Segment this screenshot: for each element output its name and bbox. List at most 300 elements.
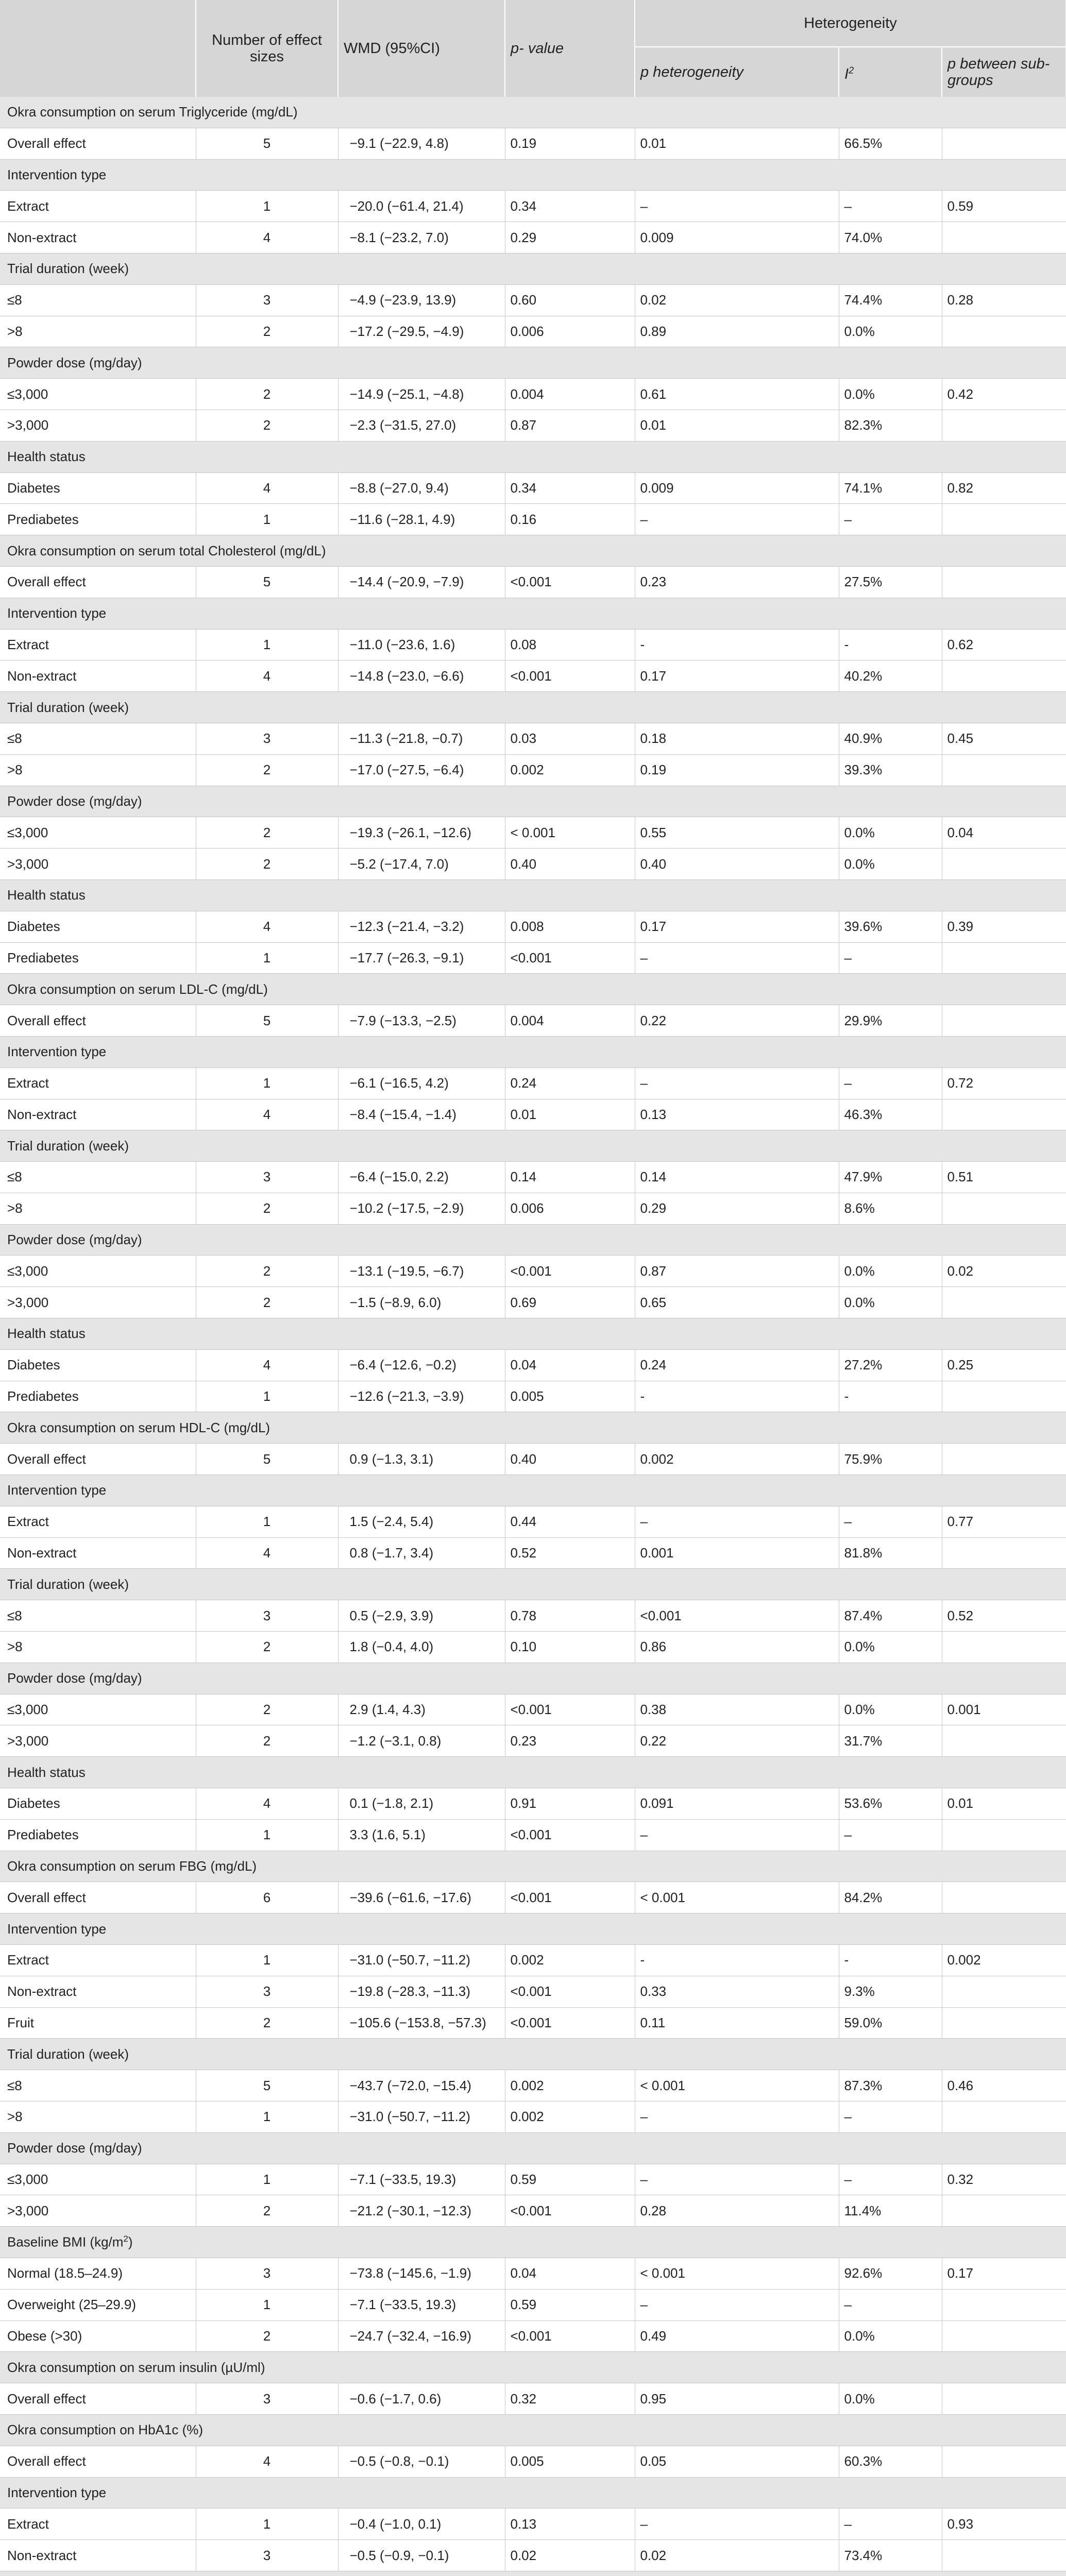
table-row — [0, 2258, 1066, 2289]
section-row — [0, 1663, 1066, 1694]
wmd-cell: 0.5 (−2.9, 3.9) — [338, 1600, 505, 1632]
i2-cell: 0.0% — [839, 1287, 942, 1318]
p-value-cell: 0.29 — [505, 222, 635, 253]
p-between-cell — [942, 1287, 1066, 1318]
effect-sizes-cell: 3 — [196, 2383, 338, 2415]
table-row — [0, 1725, 1066, 1757]
p-heterogeneity-cell: - — [635, 629, 839, 660]
row-label-cell: Non-extract — [0, 222, 196, 253]
p-value-cell: 0.40 — [505, 1444, 635, 1475]
row-label-cell: Overall effect — [0, 566, 196, 598]
i2-cell: 84.2% — [839, 1882, 942, 1913]
p-value-cell: 0.23 — [505, 1725, 635, 1757]
p-value-cell: <0.001 — [505, 2195, 635, 2227]
p-value-cell: 0.03 — [505, 723, 635, 754]
row-label-cell: >8 — [0, 1632, 196, 1663]
section-row — [0, 598, 1066, 629]
i2-cell: 11.4% — [839, 2195, 942, 2227]
i2-cell: – — [839, 504, 942, 535]
p-between-cell — [942, 222, 1066, 253]
effect-sizes-cell: 1 — [196, 1819, 338, 1851]
row-label-cell: Normal (18.5–24.9) — [0, 2258, 196, 2289]
row-label-cell: Overall effect — [0, 1444, 196, 1475]
effect-sizes-cell: 2 — [196, 2007, 338, 2039]
effect-sizes-cell: 4 — [196, 472, 338, 504]
p-heterogeneity-cell: 0.19 — [635, 754, 839, 786]
section-row — [0, 1569, 1066, 1600]
section-label: Trial duration (week) — [0, 2039, 1066, 2070]
p-value-cell: 0.40 — [505, 849, 635, 880]
row-label-cell: Fruit — [0, 2007, 196, 2039]
p-between-cell: 0.72 — [942, 1067, 1066, 1099]
section-row — [0, 2352, 1066, 2383]
p-between-cell: 0.52 — [942, 1600, 1066, 1632]
row-label-cell: ≤3,000 — [0, 817, 196, 849]
effect-sizes-cell: 3 — [196, 284, 338, 316]
effect-sizes-cell: 2 — [196, 2320, 338, 2352]
row-label-cell: Overweight (25–29.9) — [0, 2289, 196, 2320]
wmd-cell: −0.5 (−0.8, −0.1) — [338, 2446, 505, 2477]
p-value-cell: 0.78 — [505, 1600, 635, 1632]
p-between-cell — [942, 1444, 1066, 1475]
table-row — [0, 629, 1066, 660]
section-label: Intervention type — [0, 598, 1066, 629]
effect-sizes-cell: 2 — [196, 379, 338, 410]
table-row — [0, 911, 1066, 942]
p-heterogeneity-cell: 0.009 — [635, 472, 839, 504]
effect-sizes-cell: 2 — [196, 817, 338, 849]
i2-cell: – — [839, 2164, 942, 2195]
section-label: Health status — [0, 1757, 1066, 1788]
table-row — [0, 2446, 1066, 2477]
table-row — [0, 1506, 1066, 1537]
p-between-cell: 0.32 — [942, 2164, 1066, 2195]
table-row — [0, 472, 1066, 504]
row-label-cell: >8 — [0, 1193, 196, 1224]
i2-cell: - — [839, 1381, 942, 1412]
p-heterogeneity-cell: <0.001 — [635, 1600, 839, 1632]
row-label-cell: Prediabetes — [0, 1381, 196, 1412]
table-row — [0, 1537, 1066, 1569]
effect-sizes-cell: 5 — [196, 2070, 338, 2102]
p-heterogeneity-cell: – — [635, 1506, 839, 1537]
wmd-cell: −6.4 (−15.0, 2.2) — [338, 1162, 505, 1193]
p-value-cell: 0.04 — [505, 1349, 635, 1381]
table-row — [0, 2540, 1066, 2571]
section-label: Powder dose (mg/day) — [0, 786, 1066, 817]
p-value-cell: 0.69 — [505, 1287, 635, 1318]
wmd-cell: −11.0 (−23.6, 1.6) — [338, 629, 505, 660]
i2-cell: 66.5% — [839, 128, 942, 159]
table-row — [0, 1193, 1066, 1224]
table-row — [0, 1788, 1066, 1820]
p-heterogeneity-cell: 0.89 — [635, 316, 839, 347]
row-label-cell: Non-extract — [0, 660, 196, 692]
wmd-cell: 3.3 (1.6, 5.1) — [338, 1819, 505, 1851]
wmd-cell: −14.8 (−23.0, −6.6) — [338, 660, 505, 692]
effect-sizes-cell: 4 — [196, 222, 338, 253]
wmd-cell: −31.0 (−50.7, −11.2) — [338, 2102, 505, 2133]
p-between-cell — [942, 2446, 1066, 2477]
wmd-cell: −7.1 (−33.5, 19.3) — [338, 2289, 505, 2320]
p-between-cell: 0.93 — [942, 2509, 1066, 2540]
wmd-cell: −19.3 (−26.1, −12.6) — [338, 817, 505, 849]
row-label-cell: ≤8 — [0, 284, 196, 316]
header-blank — [0, 0, 196, 97]
wmd-cell: 0.9 (−1.3, 3.1) — [338, 1444, 505, 1475]
p-between-cell — [942, 754, 1066, 786]
p-value-cell: 0.19 — [505, 128, 635, 159]
i2-cell: – — [839, 191, 942, 222]
i2-cell: 92.6% — [839, 2258, 942, 2289]
p-heterogeneity-cell: 0.17 — [635, 660, 839, 692]
p-value-cell: <0.001 — [505, 1976, 635, 2007]
table-row — [0, 723, 1066, 754]
p-value-cell: <0.001 — [505, 1882, 635, 1913]
wmd-cell: −8.8 (−27.0, 9.4) — [338, 472, 505, 504]
table-row — [0, 284, 1066, 316]
p-between-cell — [942, 2383, 1066, 2415]
i2-cell: 9.3% — [839, 1976, 942, 2007]
wmd-cell: −73.8 (−145.6, −1.9) — [338, 2258, 505, 2289]
p-between-cell — [942, 849, 1066, 880]
p-between-cell — [942, 660, 1066, 692]
wmd-cell: −17.7 (−26.3, −9.1) — [338, 942, 505, 974]
header-p-heterogeneity-text: p heterogeneity — [640, 64, 743, 80]
effect-sizes-cell: 2 — [196, 410, 338, 441]
header-effect-sizes: Number of effect sizes — [196, 0, 338, 97]
p-heterogeneity-cell: - — [635, 1945, 839, 1976]
p-heterogeneity-cell: 0.28 — [635, 2195, 839, 2227]
i2-cell: 29.9% — [839, 1005, 942, 1037]
section-label: Intervention type — [0, 1036, 1066, 1067]
p-heterogeneity-cell: – — [635, 2289, 839, 2320]
row-label-cell: ≤3,000 — [0, 379, 196, 410]
wmd-cell: 2.9 (1.4, 4.3) — [338, 1694, 505, 1725]
section-row — [0, 1475, 1066, 1506]
wmd-cell: −6.1 (−16.5, 4.2) — [338, 1067, 505, 1099]
p-heterogeneity-cell: 0.009 — [635, 222, 839, 253]
wmd-cell: −0.6 (−1.7, 0.6) — [338, 2383, 505, 2415]
p-between-cell: 0.02 — [942, 1256, 1066, 1287]
row-label-cell: Extract — [0, 1067, 196, 1099]
effect-sizes-cell: 2 — [196, 1287, 338, 1318]
p-value-cell: 0.32 — [505, 2383, 635, 2415]
effect-sizes-cell: 3 — [196, 723, 338, 754]
p-between-cell: 0.17 — [942, 2258, 1066, 2289]
effect-sizes-cell: 2 — [196, 1725, 338, 1757]
wmd-cell: −1.2 (−3.1, 0.8) — [338, 1725, 505, 1757]
p-heterogeneity-cell: 0.14 — [635, 1162, 839, 1193]
i2-cell: 40.9% — [839, 723, 942, 754]
p-heterogeneity-cell: 0.02 — [635, 284, 839, 316]
p-heterogeneity-cell: – — [635, 942, 839, 974]
p-value-cell: 0.002 — [505, 2102, 635, 2133]
wmd-cell: −12.6 (−21.3, −3.9) — [338, 1381, 505, 1412]
p-between-cell: 0.001 — [942, 1694, 1066, 1725]
p-between-cell — [942, 2540, 1066, 2571]
table-row — [0, 1976, 1066, 2007]
row-label-cell: >8 — [0, 316, 196, 347]
table-row — [0, 1349, 1066, 1381]
row-label-cell: Extract — [0, 1506, 196, 1537]
i2-cell: 40.2% — [839, 660, 942, 692]
row-label-cell: >3,000 — [0, 2195, 196, 2227]
p-value-cell: 0.002 — [505, 2070, 635, 2102]
section-label: Trial duration (week) — [0, 1569, 1066, 1600]
wmd-cell: −43.7 (−72.0, −15.4) — [338, 2070, 505, 2102]
wmd-cell: −17.2 (−29.5, −4.9) — [338, 316, 505, 347]
section-row — [0, 2571, 1066, 2576]
table-row — [0, 2195, 1066, 2227]
p-value-cell: 0.005 — [505, 1381, 635, 1412]
table-row — [0, 2509, 1066, 2540]
p-between-cell — [942, 942, 1066, 974]
section-row — [0, 2414, 1066, 2446]
p-between-cell: 0.39 — [942, 911, 1066, 942]
p-between-cell: 0.82 — [942, 472, 1066, 504]
section-row — [0, 159, 1066, 191]
table-row — [0, 1099, 1066, 1130]
table-row — [0, 2070, 1066, 2102]
table-body — [0, 97, 1066, 2576]
table-row — [0, 128, 1066, 159]
i2-cell: 59.0% — [839, 2007, 942, 2039]
p-between-cell — [942, 1005, 1066, 1037]
i2-cell: 0.0% — [839, 849, 942, 880]
table-row — [0, 817, 1066, 849]
effect-sizes-cell: 1 — [196, 2102, 338, 2133]
row-label-cell: ≤3,000 — [0, 2164, 196, 2195]
i2-cell: 87.3% — [839, 2070, 942, 2102]
table-row — [0, 1287, 1066, 1318]
section-row — [0, 1913, 1066, 1945]
wmd-cell: 0.1 (−1.8, 2.1) — [338, 1788, 505, 1820]
p-value-cell: <0.001 — [505, 942, 635, 974]
p-value-cell: < 0.001 — [505, 817, 635, 849]
table-header — [0, 0, 1066, 97]
p-heterogeneity-cell: 0.29 — [635, 1193, 839, 1224]
table-row — [0, 2383, 1066, 2415]
p-value-cell: 0.52 — [505, 1537, 635, 1569]
section-label: Trial duration (week) — [0, 1130, 1066, 1162]
p-value-cell: 0.87 — [505, 410, 635, 441]
p-heterogeneity-cell: 0.002 — [635, 1444, 839, 1475]
section-label: Intervention type — [0, 159, 1066, 191]
section-label: Health status — [0, 441, 1066, 472]
row-label-cell: Overall effect — [0, 2446, 196, 2477]
i2-cell: 82.3% — [839, 410, 942, 441]
table-row — [0, 942, 1066, 974]
i2-cell: 87.4% — [839, 1600, 942, 1632]
section-row — [0, 1757, 1066, 1788]
section-label: Okra consumption on serum LDL-C (mg/dL) — [0, 974, 1066, 1005]
table-row — [0, 316, 1066, 347]
effect-sizes-cell: 1 — [196, 2509, 338, 2540]
section-label: Powder dose (mg/day) — [0, 347, 1066, 379]
i2-cell: 27.2% — [839, 1349, 942, 1381]
effect-sizes-cell: 3 — [196, 1162, 338, 1193]
header-wmd: WMD (95%CI) — [338, 0, 505, 97]
wmd-cell: −8.1 (−23.2, 7.0) — [338, 222, 505, 253]
p-heterogeneity-cell: – — [635, 1067, 839, 1099]
i2-cell: 39.3% — [839, 754, 942, 786]
p-heterogeneity-cell: 0.22 — [635, 1005, 839, 1037]
p-value-cell: <0.001 — [505, 566, 635, 598]
p-between-cell — [942, 128, 1066, 159]
p-between-cell: 0.62 — [942, 629, 1066, 660]
effect-sizes-cell: 4 — [196, 1099, 338, 1130]
wmd-cell: −21.2 (−30.1, −12.3) — [338, 2195, 505, 2227]
p-heterogeneity-cell: – — [635, 504, 839, 535]
effect-sizes-cell: 2 — [196, 1256, 338, 1287]
row-label-cell: Prediabetes — [0, 504, 196, 535]
row-label-cell: ≤3,000 — [0, 1694, 196, 1725]
row-label-cell: >8 — [0, 2102, 196, 2133]
effect-sizes-cell: 2 — [196, 849, 338, 880]
section-label — [0, 2571, 1066, 2576]
p-value-cell: <0.001 — [505, 1256, 635, 1287]
p-value-cell: 0.34 — [505, 191, 635, 222]
p-value-cell: 0.24 — [505, 1067, 635, 1099]
effect-sizes-cell: 5 — [196, 566, 338, 598]
p-heterogeneity-cell: – — [635, 2102, 839, 2133]
section-row — [0, 974, 1066, 1005]
p-value-cell: 0.002 — [505, 1945, 635, 1976]
wmd-cell: −1.5 (−8.9, 6.0) — [338, 1287, 505, 1318]
row-label-cell: ≤8 — [0, 1600, 196, 1632]
row-label-cell: Non-extract — [0, 2540, 196, 2571]
p-value-cell: 0.08 — [505, 629, 635, 660]
section-row — [0, 1318, 1066, 1350]
section-label: Powder dose (mg/day) — [0, 2132, 1066, 2164]
wmd-cell: −17.0 (−27.5, −6.4) — [338, 754, 505, 786]
i2-cell: 8.6% — [839, 1193, 942, 1224]
table-row — [0, 2289, 1066, 2320]
i2-cell: 0.0% — [839, 316, 942, 347]
i2-cell: – — [839, 1819, 942, 1851]
p-heterogeneity-cell: 0.01 — [635, 128, 839, 159]
effect-sizes-cell: 5 — [196, 1444, 338, 1475]
i2-cell: – — [839, 1067, 942, 1099]
i2-cell: 0.0% — [839, 1632, 942, 1663]
p-value-cell: 0.004 — [505, 379, 635, 410]
section-label: Health status — [0, 1318, 1066, 1350]
header-i2 — [839, 47, 942, 97]
i2-cell: – — [839, 942, 942, 974]
p-value-cell: 0.02 — [505, 2540, 635, 2571]
i2-cell: 46.3% — [839, 1099, 942, 1130]
i2-cell: 75.9% — [839, 1444, 942, 1475]
effect-sizes-cell: 5 — [196, 1005, 338, 1037]
p-value-cell: 0.16 — [505, 504, 635, 535]
p-heterogeneity-cell: – — [635, 2509, 839, 2540]
effect-sizes-cell: 1 — [196, 2164, 338, 2195]
row-label-cell: Overall effect — [0, 128, 196, 159]
p-between-cell — [942, 1819, 1066, 1851]
p-value-cell: 0.01 — [505, 1099, 635, 1130]
effect-sizes-cell: 2 — [196, 1694, 338, 1725]
wmd-cell: −6.4 (−12.6, −0.2) — [338, 1349, 505, 1381]
p-between-cell — [942, 504, 1066, 535]
p-heterogeneity-cell: – — [635, 2164, 839, 2195]
wmd-cell: −19.8 (−28.3, −11.3) — [338, 1976, 505, 2007]
table-row — [0, 2320, 1066, 2352]
i2-cell: 74.0% — [839, 222, 942, 253]
table-row — [0, 1945, 1066, 1976]
section-row — [0, 441, 1066, 472]
p-heterogeneity-cell: 0.01 — [635, 410, 839, 441]
p-heterogeneity-cell: 0.18 — [635, 723, 839, 754]
table-row — [0, 1162, 1066, 1193]
p-value-cell: <0.001 — [505, 1694, 635, 1725]
wmd-cell: −2.3 (−31.5, 27.0) — [338, 410, 505, 441]
i2-cell: – — [839, 2509, 942, 2540]
row-label-cell: Obese (>30) — [0, 2320, 196, 2352]
section-row — [0, 97, 1066, 128]
wmd-cell: −14.4 (−20.9, −7.9) — [338, 566, 505, 598]
row-label-cell: Prediabetes — [0, 1819, 196, 1851]
effect-sizes-cell: 3 — [196, 1600, 338, 1632]
p-value-cell: <0.001 — [505, 1819, 635, 1851]
i2-cell: 0.0% — [839, 379, 942, 410]
p-value-cell: 0.34 — [505, 472, 635, 504]
row-label-cell: Extract — [0, 191, 196, 222]
p-value-cell: 0.59 — [505, 2289, 635, 2320]
section-row — [0, 786, 1066, 817]
row-label-cell: ≤8 — [0, 723, 196, 754]
table-row — [0, 1632, 1066, 1663]
section-row — [0, 692, 1066, 723]
i2-cell: - — [839, 629, 942, 660]
table-row — [0, 1256, 1066, 1287]
row-label-cell: ≤8 — [0, 1162, 196, 1193]
wmd-cell: 1.8 (−0.4, 4.0) — [338, 1632, 505, 1663]
p-heterogeneity-cell: 0.33 — [635, 1976, 839, 2007]
wmd-cell: 1.5 (−2.4, 5.4) — [338, 1506, 505, 1537]
p-value-cell: 0.04 — [505, 2258, 635, 2289]
table-row — [0, 660, 1066, 692]
table-row — [0, 1600, 1066, 1632]
table-row — [0, 1005, 1066, 1037]
i2-cell: 31.7% — [839, 1725, 942, 1757]
section-label: Okra consumption on HbA1c (%) — [0, 2414, 1066, 2446]
p-heterogeneity-cell: 0.87 — [635, 1256, 839, 1287]
wmd-cell: −7.1 (−33.5, 19.3) — [338, 2164, 505, 2195]
wmd-cell: −39.6 (−61.6, −17.6) — [338, 1882, 505, 1913]
p-between-cell: 0.77 — [942, 1506, 1066, 1537]
p-value-cell: <0.001 — [505, 2007, 635, 2039]
header-p-heterogeneity — [635, 47, 839, 97]
p-between-cell: 0.002 — [942, 1945, 1066, 1976]
i2-cell: 74.1% — [839, 472, 942, 504]
row-label-cell: ≤3,000 — [0, 1256, 196, 1287]
p-value-cell: 0.10 — [505, 1632, 635, 1663]
table-row — [0, 2164, 1066, 2195]
row-label-cell: Diabetes — [0, 1349, 196, 1381]
section-row — [0, 879, 1066, 911]
p-heterogeneity-cell: 0.61 — [635, 379, 839, 410]
p-between-cell — [942, 2007, 1066, 2039]
section-label: Okra consumption on serum Triglyceride (mg/dL) — [0, 97, 1066, 128]
effect-sizes-cell: 2 — [196, 754, 338, 786]
p-between-cell: 0.51 — [942, 1162, 1066, 1193]
section-label: Okra consumption on serum HDL-C (mg/dL) — [0, 1412, 1066, 1444]
effect-sizes-cell: 5 — [196, 128, 338, 159]
section-label: Intervention type — [0, 1475, 1066, 1506]
wmd-cell: −31.0 (−50.7, −11.2) — [338, 1945, 505, 1976]
p-heterogeneity-cell: 0.95 — [635, 2383, 839, 2415]
